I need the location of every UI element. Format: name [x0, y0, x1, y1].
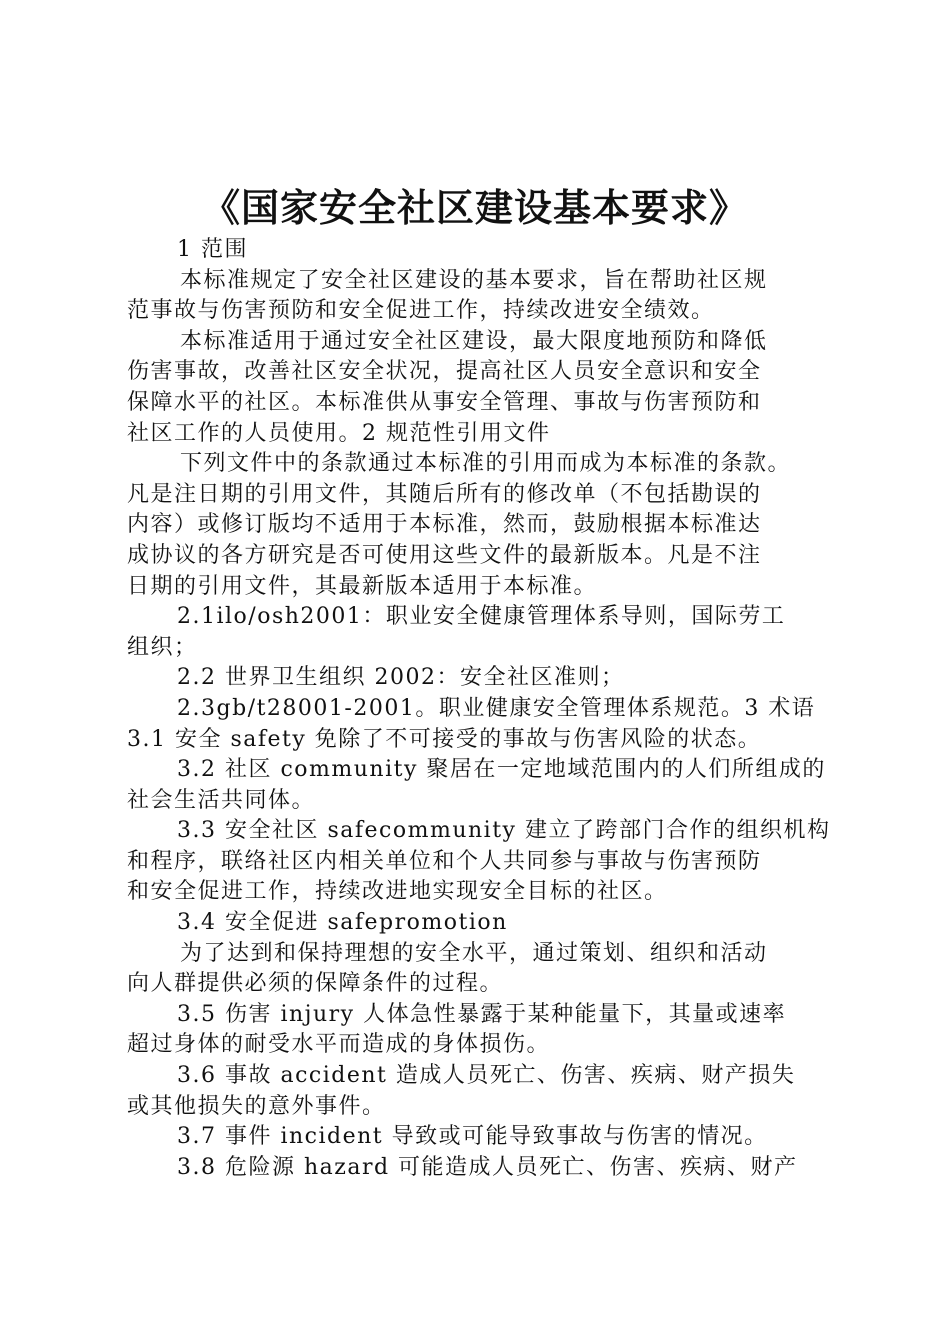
paragraph-line: 3.4 安全促进 safepromotion	[177, 910, 508, 936]
paragraph-line: 3.1 安全 safety 免除了不可接受的事故与伤害风险的状态。	[127, 726, 762, 752]
paragraph-line: 伤害事故，改善社区安全状况，提高社区人员安全意识和安全	[127, 359, 762, 385]
paragraph-line: 凡是注日期的引用文件，其随后所有的修改单（不包括勘误的	[127, 481, 762, 507]
paragraph-line: 2.2 世界卫生组织 2002：安全社区准则；	[177, 665, 625, 691]
paragraph-line: 或其他损失的意外事件。	[127, 1093, 386, 1119]
document-title: 《国家安全社区建设基本要求》	[201, 185, 748, 230]
paragraph-line: 和程序，联络社区内相关单位和个人共同参与事故与伤害预防	[127, 848, 762, 874]
paragraph-line: 3.8 危险源 hazard 可能造成人员死亡、伤害、疾病、财产	[177, 1154, 798, 1180]
paragraph-line: 下列文件中的条款通过本标准的引用而成为本标准的条款。	[180, 451, 792, 477]
paragraph-line: 本标准规定了安全社区建设的基本要求，旨在帮助社区规	[180, 267, 768, 293]
paragraph-line: 2.3gb/t28001-2001。职业健康安全管理体系规范。3 术语	[177, 695, 816, 721]
paragraph-line: 2.1ilo/osh2001：职业安全健康管理体系导则，国际劳工	[177, 604, 786, 630]
paragraph-line: 社会生活共同体。	[127, 787, 316, 813]
paragraph-line: 成协议的各方研究是否可使用这些文件的最新版本。凡是不注	[127, 542, 762, 568]
paragraph-line: 范事故与伤害预防和安全促进工作，持续改进安全绩效。	[127, 298, 715, 324]
paragraph-line: 和安全促进工作，持续改进地实现安全目标的社区。	[127, 879, 668, 905]
paragraph-line: 内容）或修订版均不适用于本标准，然而，鼓励根据本标准达	[127, 512, 762, 538]
paragraph-line: 3.2 社区 community 聚居在一定地域范围内的人们所组成的	[177, 757, 826, 783]
paragraph-line: 组织；	[127, 634, 198, 660]
paragraph-line: 3.5 伤害 injury 人体急性暴露于某种能量下，其量或速率	[177, 1001, 787, 1027]
paragraph-line: 向人群提供必须的保障条件的过程。	[127, 971, 504, 997]
paragraph-line: 3.6 事故 accident 造成人员死亡、伤害、疾病、财产损失	[177, 1063, 796, 1089]
paragraph-line: 日期的引用文件，其最新版本适用于本标准。	[127, 573, 598, 599]
paragraph-line: 3.3 安全社区 safecommunity 建立了跨部门合作的组织机构	[177, 818, 831, 844]
paragraph-line: 3.7 事件 incident 导致或可能导致事故与伤害的情况。	[177, 1124, 768, 1150]
paragraph-line: 社区工作的人员使用。2 规范性引用文件	[127, 420, 551, 446]
paragraph-line: 保障水平的社区。本标准供从事安全管理、事故与伤害预防和	[127, 389, 762, 415]
paragraph-line: 为了达到和保持理想的安全水平，通过策划、组织和活动	[180, 940, 768, 966]
section-heading-scope: 1 范围	[177, 237, 248, 262]
paragraph-line: 超过身体的耐受水平而造成的身体损伤。	[127, 1032, 551, 1058]
paragraph-line: 本标准适用于通过安全社区建设，最大限度地预防和降低	[180, 328, 768, 354]
document-body	[127, 235, 839, 1183]
